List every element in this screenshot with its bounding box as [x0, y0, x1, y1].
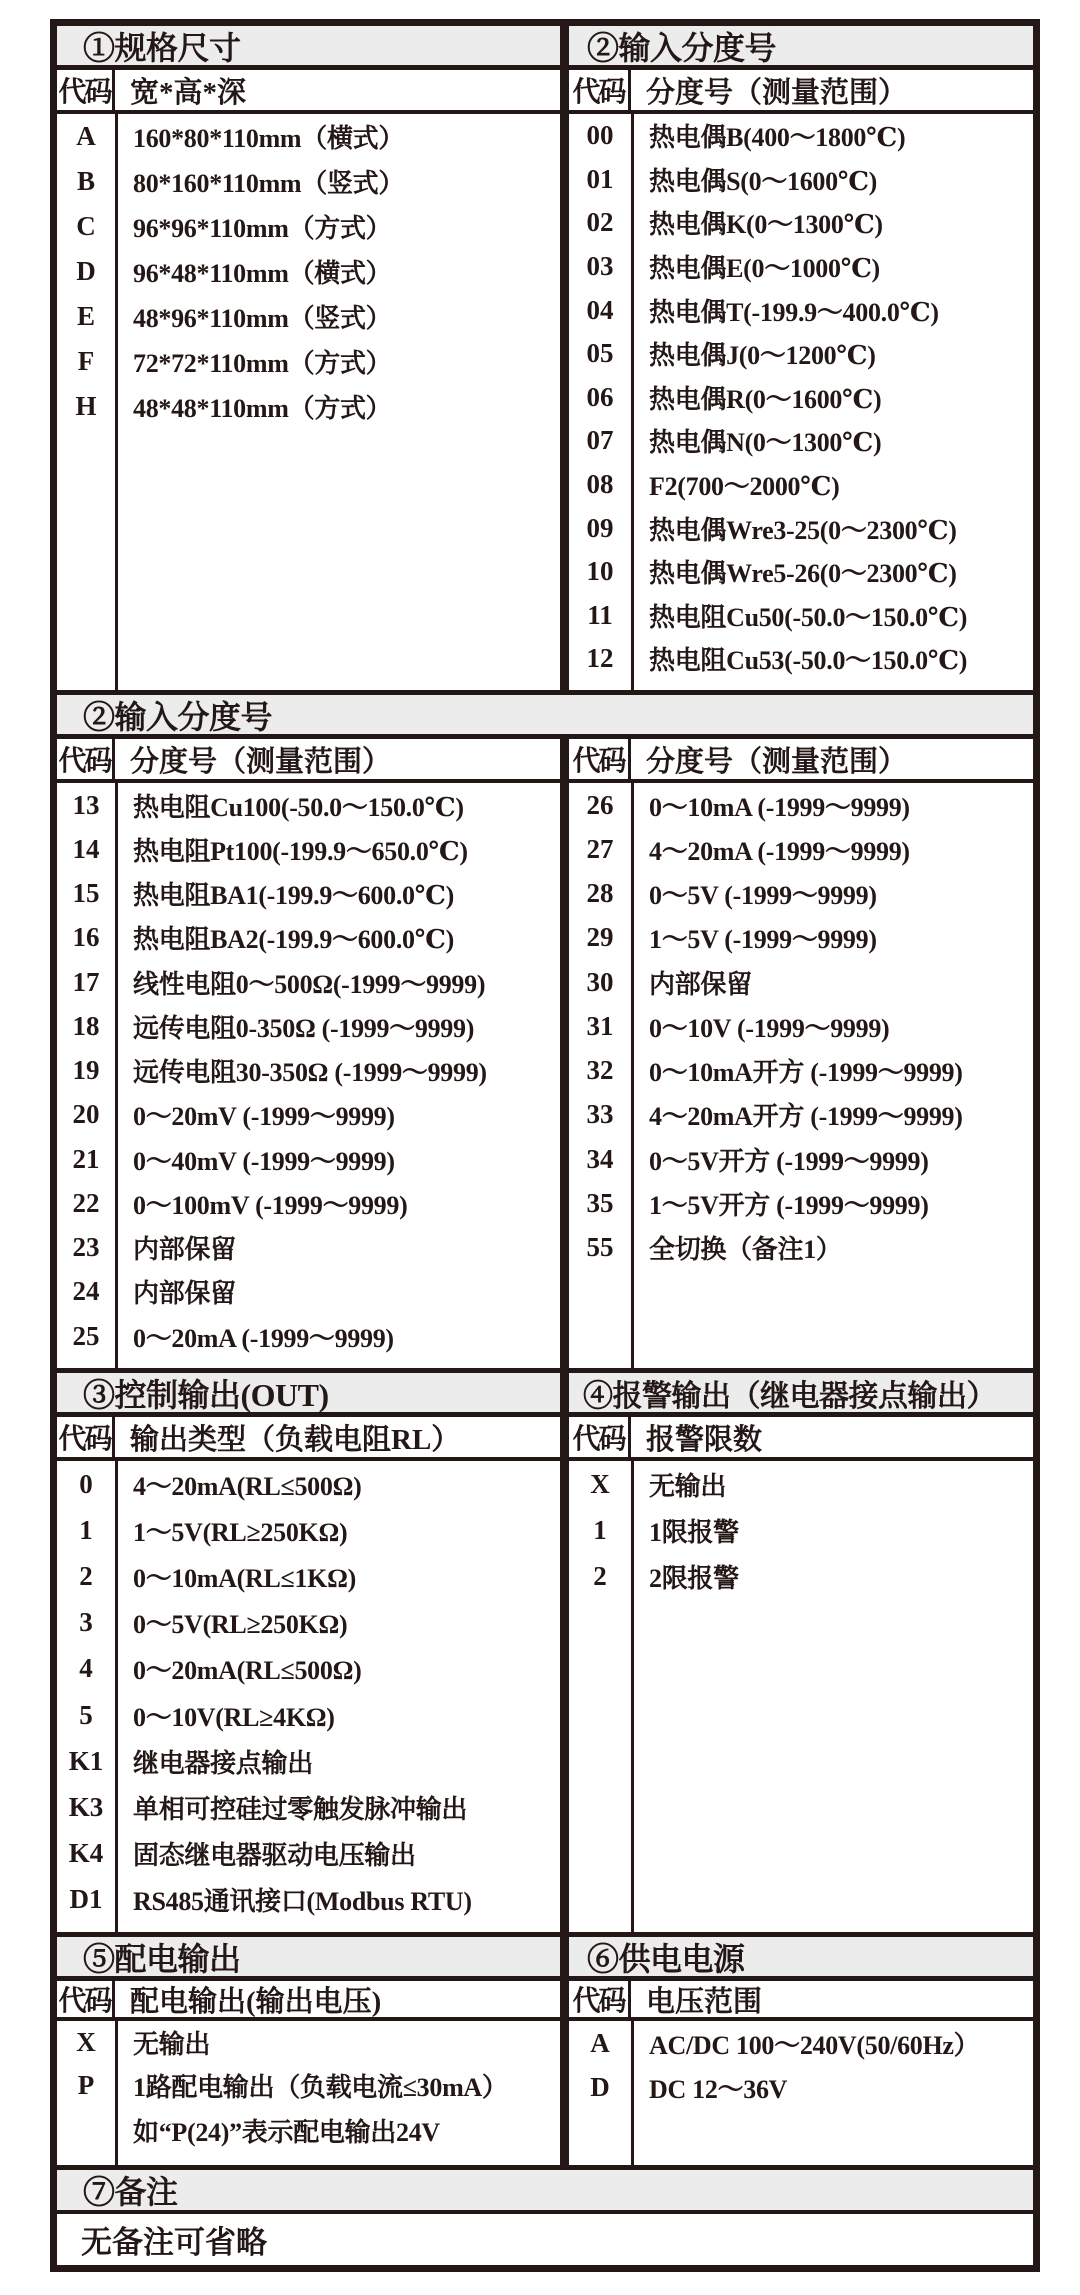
- row-code: C: [76, 211, 96, 241]
- section-title-distribution-output: ⑤配电输出: [57, 1937, 560, 1981]
- section-power-supply: [569, 1937, 1033, 2165]
- row-desc: 热电阻Pt100(-199.9～650.0℃): [133, 836, 468, 866]
- table-row: [57, 1553, 560, 1599]
- row-desc: 无输出: [649, 1471, 727, 1501]
- band-remark-title: [57, 2165, 1033, 2210]
- row-code: 31: [586, 1010, 614, 1041]
- row-code: A: [76, 121, 96, 151]
- row-code: 27: [586, 833, 614, 864]
- section-input-range-1: [569, 26, 1033, 690]
- table-row: [57, 1877, 560, 1923]
- row-code: E: [76, 301, 95, 331]
- rows-power-supply: [569, 2021, 1033, 2165]
- row-code: 29: [586, 922, 614, 953]
- column-header-code: 代码: [569, 1417, 631, 1457]
- section-title-alarm-output: ④报警输出（继电器接点输出）: [569, 1373, 1033, 1417]
- row-code: 10: [586, 556, 614, 587]
- band-control-and-alarm: [57, 1368, 1033, 1932]
- table-row: [57, 384, 560, 429]
- table-row: [57, 204, 560, 249]
- remark-note-text: 无备注可省略: [81, 2225, 267, 2260]
- section-title-input-range: ②输入分度号: [569, 26, 1033, 70]
- table-row: [569, 550, 1033, 594]
- row-desc: 内部保留: [133, 1235, 236, 1265]
- section-spec-size: [57, 26, 569, 690]
- row-desc: 热电阻Cu50(-50.0～150.0℃): [649, 602, 968, 632]
- column-header-desc: 配电输出(输出电压): [130, 1985, 382, 2018]
- row-code: D1: [69, 1884, 103, 1915]
- row-desc: 72*72*110mm（方式）: [133, 349, 392, 378]
- row-desc: 热电偶K(0～1300℃): [649, 210, 883, 240]
- table-row: [569, 506, 1033, 550]
- table-row: [57, 783, 560, 827]
- row-code: 11: [587, 599, 613, 630]
- table-row: [569, 1093, 1033, 1137]
- row-code: 04: [586, 294, 614, 325]
- rows-distribution-output: [57, 2021, 560, 2165]
- rows-input-range-2-right: [569, 783, 1033, 1368]
- column-header-row: [569, 70, 1033, 114]
- table-row: [57, 1049, 560, 1093]
- row-desc: 0～40mV (-1999～9999): [133, 1146, 395, 1176]
- table-row: [569, 114, 1033, 158]
- row-code: 17: [72, 966, 100, 997]
- row-desc: 2限报警: [649, 1563, 739, 1593]
- row-desc: 内部保留: [649, 969, 752, 999]
- rows-spec-size: [57, 114, 560, 690]
- table-row: [569, 2021, 1033, 2065]
- table-row: [569, 1137, 1033, 1181]
- ordering-spec-table: [50, 19, 1040, 2272]
- row-desc: 4～20mA(RL≤500Ω): [133, 1471, 362, 1501]
- table-row: [569, 783, 1033, 827]
- row-desc: 无输出: [133, 2029, 211, 2059]
- row-desc: 0～10V (-1999～9999): [649, 1013, 890, 1043]
- row-desc: 热电偶T(-199.9～400.0℃): [649, 297, 939, 327]
- row-desc: 热电偶N(0～1300℃): [649, 428, 882, 458]
- row-code: 22: [72, 1187, 100, 1218]
- row-desc: 96*96*110mm（方式）: [133, 214, 392, 243]
- row-code: 03: [586, 251, 614, 282]
- section-title-control-output: ③控制输出(OUT): [57, 1373, 560, 1417]
- rows-input-range-2-left: [57, 783, 560, 1368]
- row-desc: 0～10mA开方 (-1999～9999): [649, 1058, 963, 1088]
- row-code: A: [590, 2027, 610, 2058]
- column-header-desc: 分度号（测量范围）: [646, 76, 908, 109]
- row-code: 16: [72, 922, 100, 953]
- section-alarm-output: [569, 1373, 1033, 1932]
- column-header-row: [57, 1981, 560, 2021]
- row-code: 35: [586, 1187, 614, 1218]
- table-row: [569, 827, 1033, 871]
- row-desc: 1限报警: [649, 1517, 739, 1547]
- section-title-spec-size: ①规格尺寸: [57, 26, 560, 70]
- row-desc: 热电阻BA2(-199.9～600.0℃): [133, 925, 454, 955]
- table-row: [57, 872, 560, 916]
- row-desc: 1～5V(RL≥250KΩ): [133, 1517, 348, 1547]
- table-row: [569, 1553, 1033, 1599]
- column-header-desc: 输出类型（负载电阻RL）: [130, 1423, 461, 1456]
- row-code: 15: [72, 878, 100, 909]
- table-row: [57, 916, 560, 960]
- row-code: 00: [586, 120, 614, 151]
- row-desc: F2(700～2000℃): [649, 472, 840, 502]
- table-row: [57, 1738, 560, 1784]
- table-row: [569, 245, 1033, 289]
- row-desc: 热电偶Wre5-26(0～2300℃): [649, 559, 957, 589]
- row-desc: 继电器接点输出: [133, 1748, 313, 1778]
- row-code: F: [77, 346, 95, 376]
- table-row: [57, 249, 560, 294]
- row-code: 5: [79, 1699, 93, 1730]
- section-title-input-range-2: ②输入分度号: [57, 695, 1033, 739]
- table-row: [57, 960, 560, 1004]
- row-desc: RS485通讯接口(Modbus RTU): [133, 1887, 472, 1917]
- row-desc: 160*80*110mm（横式）: [133, 124, 405, 153]
- row-code: H: [75, 391, 97, 421]
- row-code: 01: [586, 163, 614, 194]
- row-desc: 热电偶S(0～1600℃): [649, 166, 878, 196]
- table-row: [569, 1507, 1033, 1553]
- row-desc: 热电阻Cu53(-50.0～150.0℃): [649, 646, 968, 676]
- table-row: [569, 288, 1033, 332]
- table-row: [57, 339, 560, 384]
- row-desc: 0～5V开方 (-1999～9999): [649, 1146, 929, 1176]
- section-title-power-supply: ⑥供电电源: [569, 1937, 1033, 1981]
- row-desc: 0～10mA (-1999～9999): [649, 792, 910, 822]
- row-desc: 0～20mA(RL≤500Ω): [133, 1656, 362, 1686]
- band-input-range-2: [57, 690, 1033, 1368]
- row-code: 18: [72, 1010, 100, 1041]
- row-desc: 1～5V (-1999～9999): [649, 925, 877, 955]
- row-code: 30: [586, 966, 614, 997]
- row-desc: 内部保留: [133, 1279, 236, 1309]
- column-header-desc: 宽*高*深: [130, 76, 247, 109]
- table-row: [57, 1270, 560, 1314]
- row-desc: 热电偶Wre3-25(0～2300℃): [649, 515, 957, 545]
- row-desc: 1～5V开方 (-1999～9999): [649, 1190, 929, 1220]
- column-header-row: [569, 1981, 1033, 2021]
- table-row: [57, 1226, 560, 1270]
- table-row: [569, 594, 1033, 638]
- row-code: 24: [72, 1276, 100, 1307]
- table-row: [569, 872, 1033, 916]
- table-row: [57, 1004, 560, 1048]
- row-desc: 0～20mV (-1999～9999): [133, 1102, 395, 1132]
- table-row: [569, 1461, 1033, 1507]
- row-desc: 远传电阻0-350Ω (-1999～9999): [133, 1013, 475, 1043]
- row-code: D: [590, 2071, 610, 2102]
- table-row: [569, 2065, 1033, 2109]
- table-row: [569, 1049, 1033, 1093]
- row-desc: 4～20mA (-1999～9999): [649, 836, 910, 866]
- column-header-row: [57, 739, 560, 783]
- row-desc: 0～5V(RL≥250KΩ): [133, 1610, 348, 1640]
- row-code: 13: [72, 789, 100, 820]
- table-row: [57, 114, 560, 159]
- rows-input-range-1: [569, 114, 1033, 690]
- row-code: 19: [72, 1055, 100, 1086]
- column-header-code: 代码: [57, 70, 115, 110]
- row-desc: 固态继电器驱动电压输出: [133, 1841, 416, 1871]
- table-row: [569, 463, 1033, 507]
- column-header-code: 代码: [569, 70, 631, 110]
- row-desc: 远传电阻30-350Ω (-1999～9999): [133, 1058, 487, 1088]
- row-code: 26: [586, 789, 614, 820]
- row-code: 12: [586, 643, 614, 674]
- column-header-code: 代码: [569, 739, 631, 779]
- row-desc: 线性电阻0～500Ω(-1999～9999): [133, 969, 486, 999]
- table-row: [57, 1784, 560, 1830]
- table-row: [569, 637, 1033, 681]
- row-code: 28: [586, 878, 614, 909]
- table-row: [569, 916, 1033, 960]
- table-row: [57, 1646, 560, 1692]
- table-row: [57, 1692, 560, 1738]
- row-code: 1: [79, 1514, 93, 1545]
- row-desc: 热电偶R(0～1600℃): [649, 384, 882, 414]
- table-row: [569, 419, 1033, 463]
- row-desc: AC/DC 100～240V(50/60Hz）: [649, 2030, 980, 2060]
- band-size-and-input: [57, 26, 1033, 690]
- table-row: [57, 294, 560, 339]
- column-header-row: [569, 739, 1033, 783]
- input-range-2-columns: [57, 739, 1033, 1368]
- table-row: [57, 1093, 560, 1137]
- row-code: 05: [586, 338, 614, 369]
- table-row: [57, 1831, 560, 1877]
- row-code: D: [76, 256, 96, 286]
- row-code: 34: [586, 1143, 614, 1174]
- table-row: [57, 1137, 560, 1181]
- row-desc: 热电偶J(0～1200℃): [649, 341, 876, 371]
- row-desc: 0～10mA(RL≤1KΩ): [133, 1563, 356, 1593]
- row-desc: 热电偶E(0～1000℃): [649, 254, 880, 284]
- row-desc: 80*160*110mm（竖式）: [133, 169, 405, 198]
- row-desc: 0～100mV (-1999～9999): [133, 1190, 408, 1220]
- row-code: 3: [79, 1607, 93, 1638]
- row-desc: 热电偶B(400～1800℃): [649, 123, 906, 153]
- column-header-code: 代码: [57, 739, 115, 779]
- band-power-sections: [57, 1932, 1033, 2165]
- table-row: [57, 1181, 560, 1225]
- table-row: [569, 1226, 1033, 1270]
- row-desc: 单相可控硅过零触发脉冲输出: [133, 1794, 468, 1824]
- section-distribution-output: [57, 1937, 569, 2165]
- row-code: K1: [68, 1745, 104, 1776]
- table-row: [57, 159, 560, 204]
- row-desc: 4～20mA开方 (-1999～9999): [649, 1102, 963, 1132]
- row-desc: 全切换（备注1）: [649, 1235, 842, 1265]
- row-desc: 48*96*110mm（竖式）: [133, 304, 392, 333]
- row-code: X: [590, 1468, 610, 1499]
- table-row: [569, 960, 1033, 1004]
- table-row: [57, 2108, 560, 2153]
- row-code: 06: [586, 381, 614, 412]
- input-range-2-right: [569, 739, 1033, 1368]
- table-row: [569, 332, 1033, 376]
- row-desc: 48*48*110mm（方式）: [133, 394, 392, 423]
- row-code: 32: [586, 1055, 614, 1086]
- rows-control-output: [57, 1461, 560, 1932]
- column-header-row: [57, 70, 560, 114]
- row-code: 4: [79, 1653, 93, 1684]
- row-code: K3: [68, 1791, 104, 1822]
- table-row: [569, 1004, 1033, 1048]
- row-desc: 热电阻Cu100(-50.0～150.0℃): [133, 792, 464, 822]
- row-desc: 热电阻BA1(-199.9～600.0℃): [133, 881, 454, 911]
- row-code: B: [76, 166, 95, 196]
- row-code: 23: [72, 1232, 100, 1263]
- section-title-remark: ⑦备注: [57, 2170, 1033, 2210]
- row-code: 25: [72, 1320, 100, 1351]
- column-header-row: [569, 1417, 1033, 1461]
- row-code: 02: [586, 207, 614, 238]
- row-code: K4: [68, 1838, 104, 1869]
- row-code: 55: [586, 1232, 614, 1263]
- row-desc: 1路配电输出（负载电流≤30mA）: [133, 2073, 508, 2102]
- row-desc: 0～10V(RL≥4KΩ): [133, 1702, 335, 1732]
- column-header-desc: 报警限数: [646, 1423, 763, 1456]
- column-header-code: 代码: [57, 1417, 115, 1457]
- column-header-desc: 分度号（测量范围）: [130, 745, 392, 778]
- column-header-code: 代码: [569, 1981, 631, 2017]
- row-code: 33: [586, 1099, 614, 1130]
- band-remark-note: [57, 2210, 1033, 2265]
- table-row: [57, 1314, 560, 1358]
- table-row: [57, 827, 560, 871]
- section-control-output: [57, 1373, 569, 1932]
- column-header-desc: 分度号（测量范围）: [646, 745, 908, 778]
- row-desc: 0～20mA (-1999～9999): [133, 1323, 394, 1353]
- table-row: [569, 1181, 1033, 1225]
- table-row: [57, 1507, 560, 1553]
- row-code: 0: [79, 1468, 93, 1499]
- row-code: 09: [586, 512, 614, 543]
- table-row: [569, 201, 1033, 245]
- column-header-row: [57, 1417, 560, 1461]
- row-code: 2: [79, 1560, 93, 1591]
- input-range-2-left: [57, 739, 569, 1368]
- table-row: [569, 158, 1033, 202]
- row-code: 2: [593, 1560, 607, 1591]
- row-code: P: [77, 2070, 95, 2100]
- row-code: 1: [593, 1514, 607, 1545]
- row-desc: DC 12～36V: [649, 2074, 788, 2104]
- row-code: 07: [586, 425, 614, 456]
- row-desc: 96*48*110mm（横式）: [133, 259, 392, 288]
- table-row: [569, 376, 1033, 420]
- row-code: 20: [72, 1099, 100, 1130]
- row-code: 08: [586, 469, 614, 500]
- row-desc: 如“P(24)”表示配电输出24V: [133, 2118, 440, 2147]
- rows-alarm-output: [569, 1461, 1033, 1932]
- column-header-desc: 电压范围: [646, 1985, 763, 2018]
- column-header-code: 代码: [57, 1981, 115, 2017]
- table-row: [57, 1600, 560, 1646]
- table-row: [57, 2063, 560, 2108]
- row-code: 14: [72, 833, 100, 864]
- row-desc: 0～5V (-1999～9999): [649, 881, 877, 911]
- row-code: 21: [72, 1143, 100, 1174]
- row-code: X: [76, 2026, 96, 2057]
- table-row: [57, 2021, 560, 2063]
- table-row: [57, 1461, 560, 1507]
